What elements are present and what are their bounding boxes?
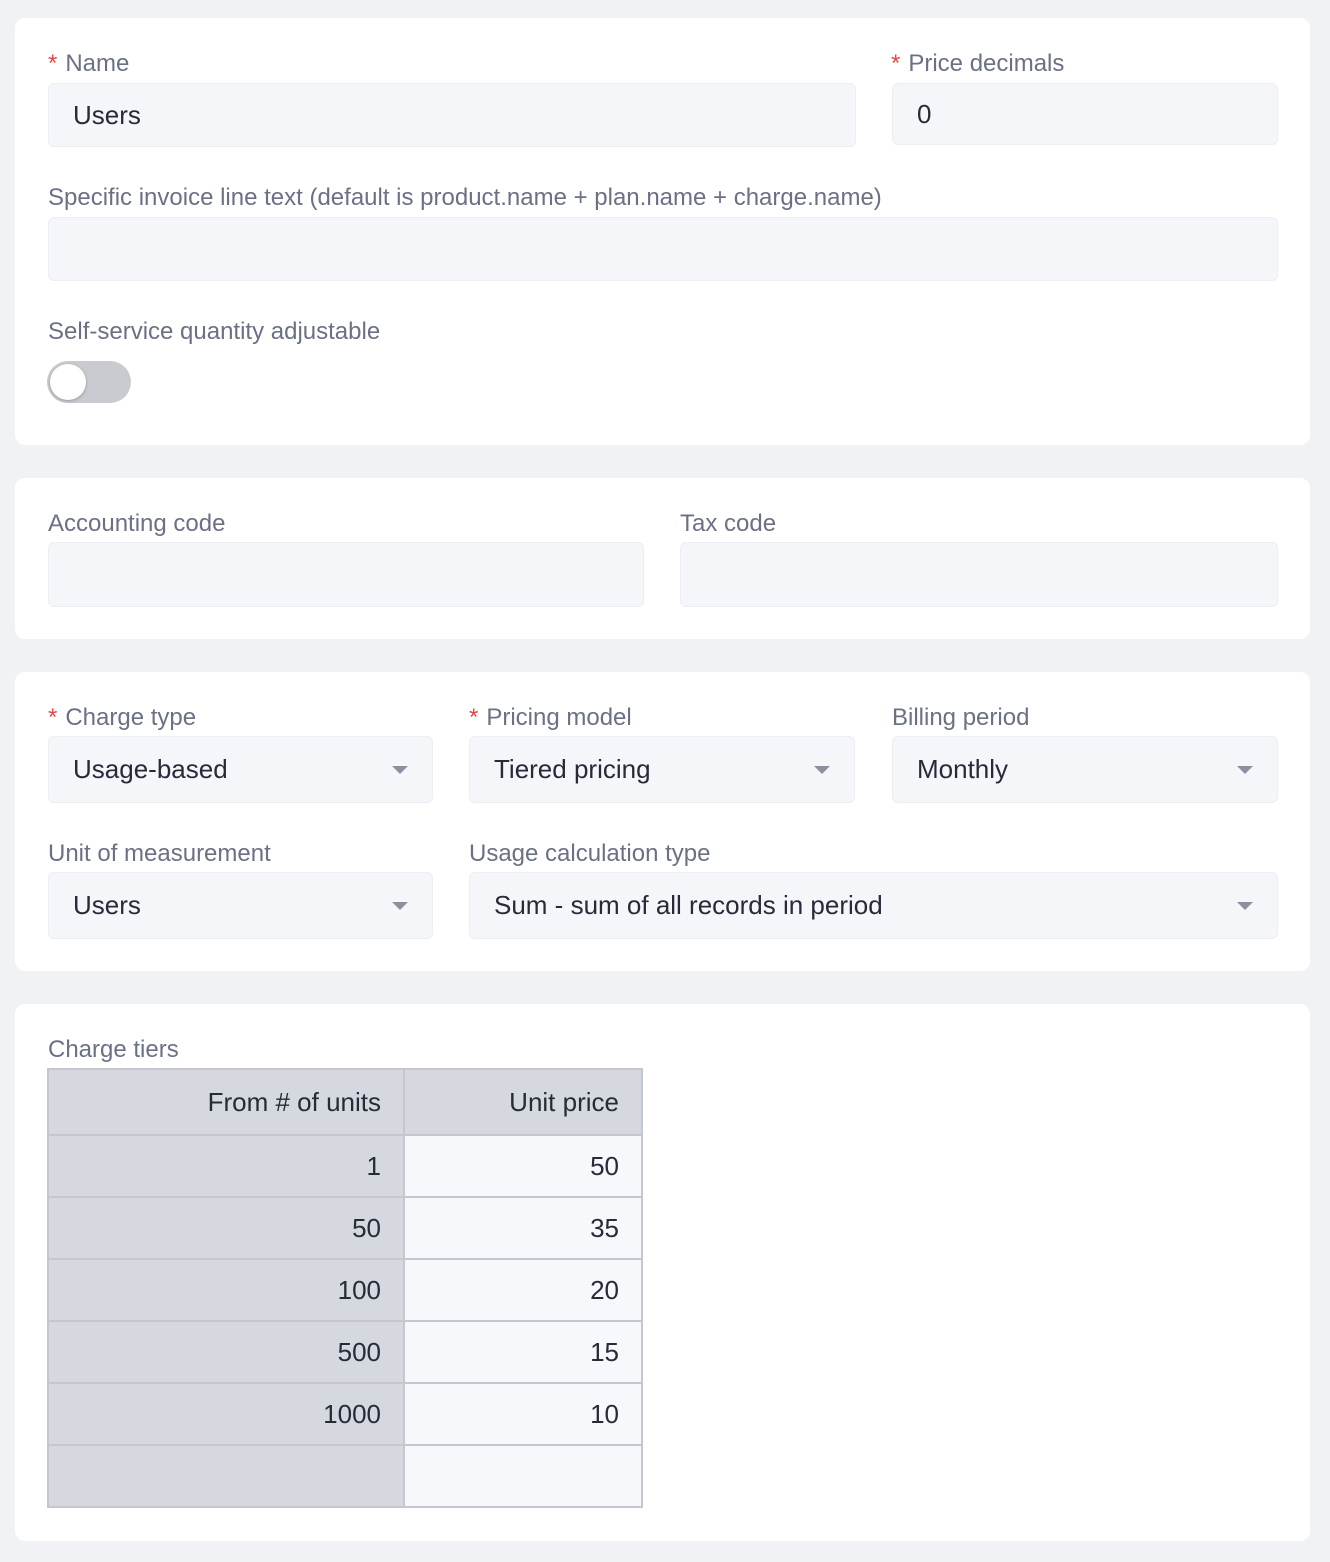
column-header-unit-price: Unit price — [404, 1069, 642, 1135]
pricing-model-select[interactable]: Tiered pricing — [469, 736, 855, 803]
billing-period-select[interactable]: Monthly — [892, 736, 1278, 803]
required-marker: * — [48, 50, 58, 77]
price-decimals-input[interactable]: 0 — [892, 83, 1278, 145]
unit-price-cell[interactable]: 15 — [404, 1321, 642, 1383]
from-units-cell[interactable]: 100 — [48, 1259, 404, 1321]
table-row-empty — [48, 1445, 642, 1507]
billing-period-label: Billing period — [892, 704, 1030, 731]
invoice-text-label: Specific invoice line text (default is product.name + plan.name + charge.name) — [48, 184, 882, 211]
chevron-down-icon — [814, 766, 830, 774]
required-marker: * — [48, 704, 58, 731]
chevron-down-icon — [392, 902, 408, 910]
invoice-text-input[interactable] — [48, 217, 1278, 281]
unit-price-cell[interactable] — [404, 1445, 642, 1507]
charge-tiers-card — [15, 1004, 1310, 1541]
from-units-cell[interactable]: 50 — [48, 1197, 404, 1259]
charge-settings-card — [15, 672, 1310, 971]
price-decimals-label: * Price decimals — [891, 50, 1065, 77]
self-service-label: Self-service quantity adjustable — [48, 318, 381, 345]
codes-card — [15, 478, 1310, 639]
unit-price-cell[interactable]: 20 — [404, 1259, 642, 1321]
chevron-down-icon — [1237, 902, 1253, 910]
unit-price-cell[interactable]: 50 — [404, 1135, 642, 1197]
table-row — [48, 1197, 642, 1259]
from-units-cell[interactable] — [48, 1445, 404, 1507]
usage-calc-select[interactable]: Sum - sum of all records in period — [469, 872, 1278, 939]
unit-price-cell[interactable]: 35 — [404, 1197, 642, 1259]
table-row — [48, 1321, 642, 1383]
chevron-down-icon — [392, 766, 408, 774]
charge-tiers-table — [47, 1068, 643, 1508]
unit-price-cell[interactable]: 10 — [404, 1383, 642, 1445]
charge-tiers-label: Charge tiers — [48, 1036, 179, 1063]
name-label: * Name — [48, 50, 130, 77]
usage-calc-label: Usage calculation type — [469, 840, 711, 867]
table-row — [48, 1383, 642, 1445]
name-input[interactable]: Users — [48, 83, 856, 147]
from-units-cell[interactable]: 500 — [48, 1321, 404, 1383]
charge-type-select[interactable]: Usage-based — [48, 736, 433, 803]
accounting-code-label: Accounting code — [48, 510, 226, 537]
tax-code-label: Tax code — [680, 510, 777, 537]
column-header-from-units: From # of units — [48, 1069, 404, 1135]
general-card — [15, 18, 1310, 445]
unit-label: Unit of measurement — [48, 840, 271, 867]
chevron-down-icon — [1237, 766, 1253, 774]
accounting-code-input[interactable] — [48, 542, 644, 607]
tax-code-input[interactable] — [680, 542, 1278, 607]
pricing-model-label: * Pricing model — [469, 704, 632, 731]
toggle-knob — [50, 364, 86, 400]
unit-select[interactable]: Users — [48, 872, 433, 939]
table-row — [48, 1135, 642, 1197]
required-marker: * — [469, 704, 479, 731]
table-header-row — [48, 1069, 642, 1135]
charge-type-label: * Charge type — [48, 704, 197, 731]
self-service-toggle[interactable] — [47, 361, 131, 403]
from-units-cell[interactable]: 1000 — [48, 1383, 404, 1445]
table-row — [48, 1259, 642, 1321]
required-marker: * — [891, 50, 901, 77]
from-units-cell[interactable]: 1 — [48, 1135, 404, 1197]
